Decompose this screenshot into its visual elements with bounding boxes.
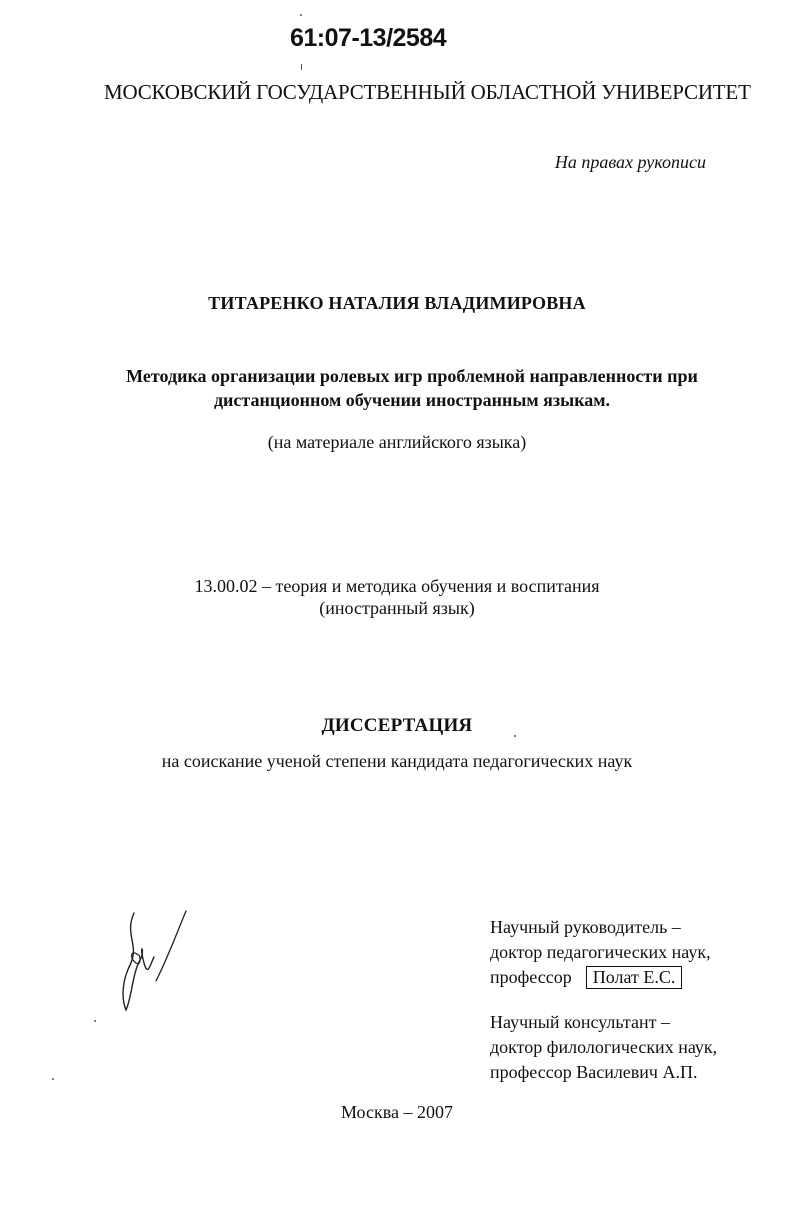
document-type: ДИССЕРТАЦИЯ [321, 715, 473, 736]
scan-speck [300, 14, 302, 16]
material-note: (на материале английского языка) [267, 432, 527, 452]
scan-speck [52, 1078, 54, 1080]
specialty-line-2: (иностранный язык) [319, 598, 475, 618]
advisor-role: Научный руководитель – [490, 917, 681, 937]
university-name: МОСКОВСКИЙ ГОСУДАРСТВЕННЫЙ ОБЛАСТНОЙ УНИВЕРСИТЕТ [104, 80, 751, 104]
manuscript-rights-note: На правах рукописи [554, 152, 706, 172]
consultant-rank-name: профессор Василевич А.П. [490, 1062, 698, 1082]
scan-speck [94, 1020, 96, 1022]
scan-speck [514, 735, 516, 737]
scan-speck [301, 64, 302, 70]
city-year: Москва – 2007 [341, 1102, 453, 1122]
handwritten-signature [110, 905, 200, 1020]
consultant-role: Научный консультант – [490, 1012, 670, 1032]
scientific-consultant-block [490, 1010, 717, 1085]
author-name: ТИТАРЕНКО НАТАЛИЯ ВЛАДИМИРОВНА [208, 293, 586, 313]
advisor-degree: доктор педагогических наук, [490, 942, 711, 962]
specialty-code [0, 575, 794, 619]
specialty-line-1: 13.00.02 – теория и методика обучения и воспитания [194, 576, 600, 596]
title-line-1: Методика организации ролевых игр проблемной направленности при [126, 366, 698, 386]
advisor-rank-line [490, 965, 711, 990]
advisor-name-box: Полат Е.С. [586, 966, 683, 989]
degree-sought: на соискание ученой степени кандидата педагогических наук [161, 751, 633, 771]
title-line-2: дистанционном обучении иностранным языкам. [213, 390, 611, 410]
dissertation-title [0, 364, 794, 412]
scientific-advisor-block [490, 915, 711, 990]
advisor-rank: профессор [490, 967, 572, 987]
consultant-degree: доктор филологических наук, [490, 1037, 718, 1057]
archive-number-stamp: 61:07-13/2584 [290, 24, 447, 52]
